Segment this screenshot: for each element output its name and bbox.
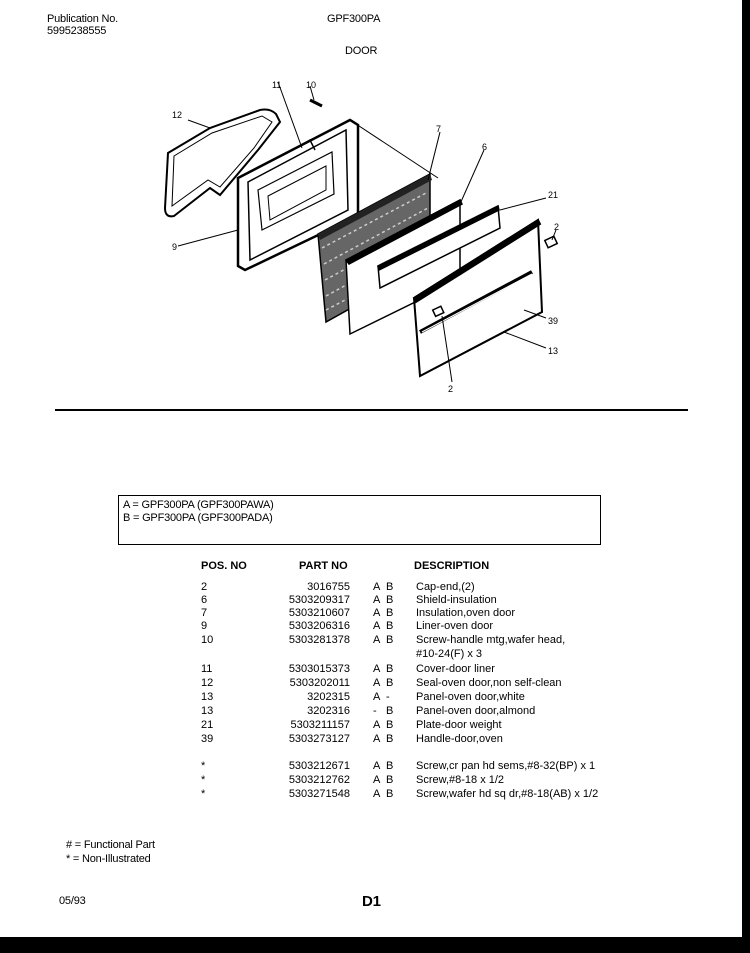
- table-row: 7 5303210607 A B Insulation,oven door: [201, 607, 516, 619]
- callout-6: 6: [482, 142, 488, 152]
- door-seal-part: [165, 110, 280, 217]
- callout-39: 39: [548, 316, 559, 326]
- model-b-line: B = GPF300PA (GPF300PADA): [123, 512, 273, 524]
- table-row: 2 3016755 A B Cap-end,(2): [201, 581, 475, 593]
- exploded-door-diagram: [150, 70, 590, 400]
- table-row: 6 5303209317 A B Shield-insulation: [201, 594, 497, 606]
- section-divider: [55, 409, 688, 411]
- table-row: 13 3202315 A - Panel-oven door,white: [201, 691, 525, 703]
- table-row: 11 5303015373 A B Cover-door liner: [201, 663, 495, 675]
- section-title: DOOR: [345, 45, 378, 57]
- callout-7: 7: [436, 124, 442, 134]
- functional-part-note: # = Functional Part: [66, 839, 155, 851]
- table-row: 39 5303273127 A B Handle-door,oven: [201, 733, 503, 745]
- header-pos-no: POS. NO: [201, 560, 247, 572]
- table-row: 9 5303206316 A B Liner-oven door: [201, 620, 494, 632]
- table-row: 10 5303281378 A B Screw-handle mtg,wafer head,: [201, 634, 566, 646]
- publication-number: 5995238555: [47, 25, 107, 37]
- callout-2: 2: [554, 222, 560, 232]
- publication-date: 05/93: [59, 895, 86, 907]
- table-row: #10-24(F) x 3: [416, 648, 483, 660]
- page-number: D1: [362, 893, 381, 910]
- handle-screw-part: [310, 100, 322, 106]
- non-illustrated-note: * = Non-Illustrated: [66, 853, 151, 865]
- parts-table-header: [0, 560, 742, 573]
- table-row: * 5303212762 A B Screw,#8-18 x 1/2: [201, 774, 505, 786]
- table-row: 21 5303211157 A B Plate-door weight: [201, 719, 502, 731]
- model-a-line: A = GPF300PA (GPF300PAWA): [123, 499, 274, 511]
- callout-9: 9: [172, 242, 178, 252]
- callout-12: 12: [172, 110, 183, 120]
- table-row: 13 3202316 - B Panel-oven door,almond: [201, 705, 536, 717]
- callout-2b: 2: [448, 384, 454, 394]
- header-part-no: PART NO: [299, 560, 348, 572]
- model-number: GPF300PA: [327, 13, 381, 25]
- publication-label: Publication No.: [47, 13, 118, 25]
- table-row: * 5303212671 A B Screw,cr pan hd sems,#8-32(BP) x 1: [201, 760, 596, 772]
- table-row: 12 5303202011 A B Seal-oven door,non self-clean: [201, 677, 562, 689]
- model-legend-box: [118, 495, 601, 545]
- table-row: * 5303271548 A B Screw,wafer hd sq dr,#8-18(AB) x 1/2: [201, 788, 599, 800]
- header-description: DESCRIPTION: [414, 560, 490, 572]
- callout-21: 21: [548, 190, 559, 200]
- callout-11: 11: [272, 80, 282, 90]
- callout-10: 10: [306, 80, 317, 90]
- callout-13: 13: [548, 346, 559, 356]
